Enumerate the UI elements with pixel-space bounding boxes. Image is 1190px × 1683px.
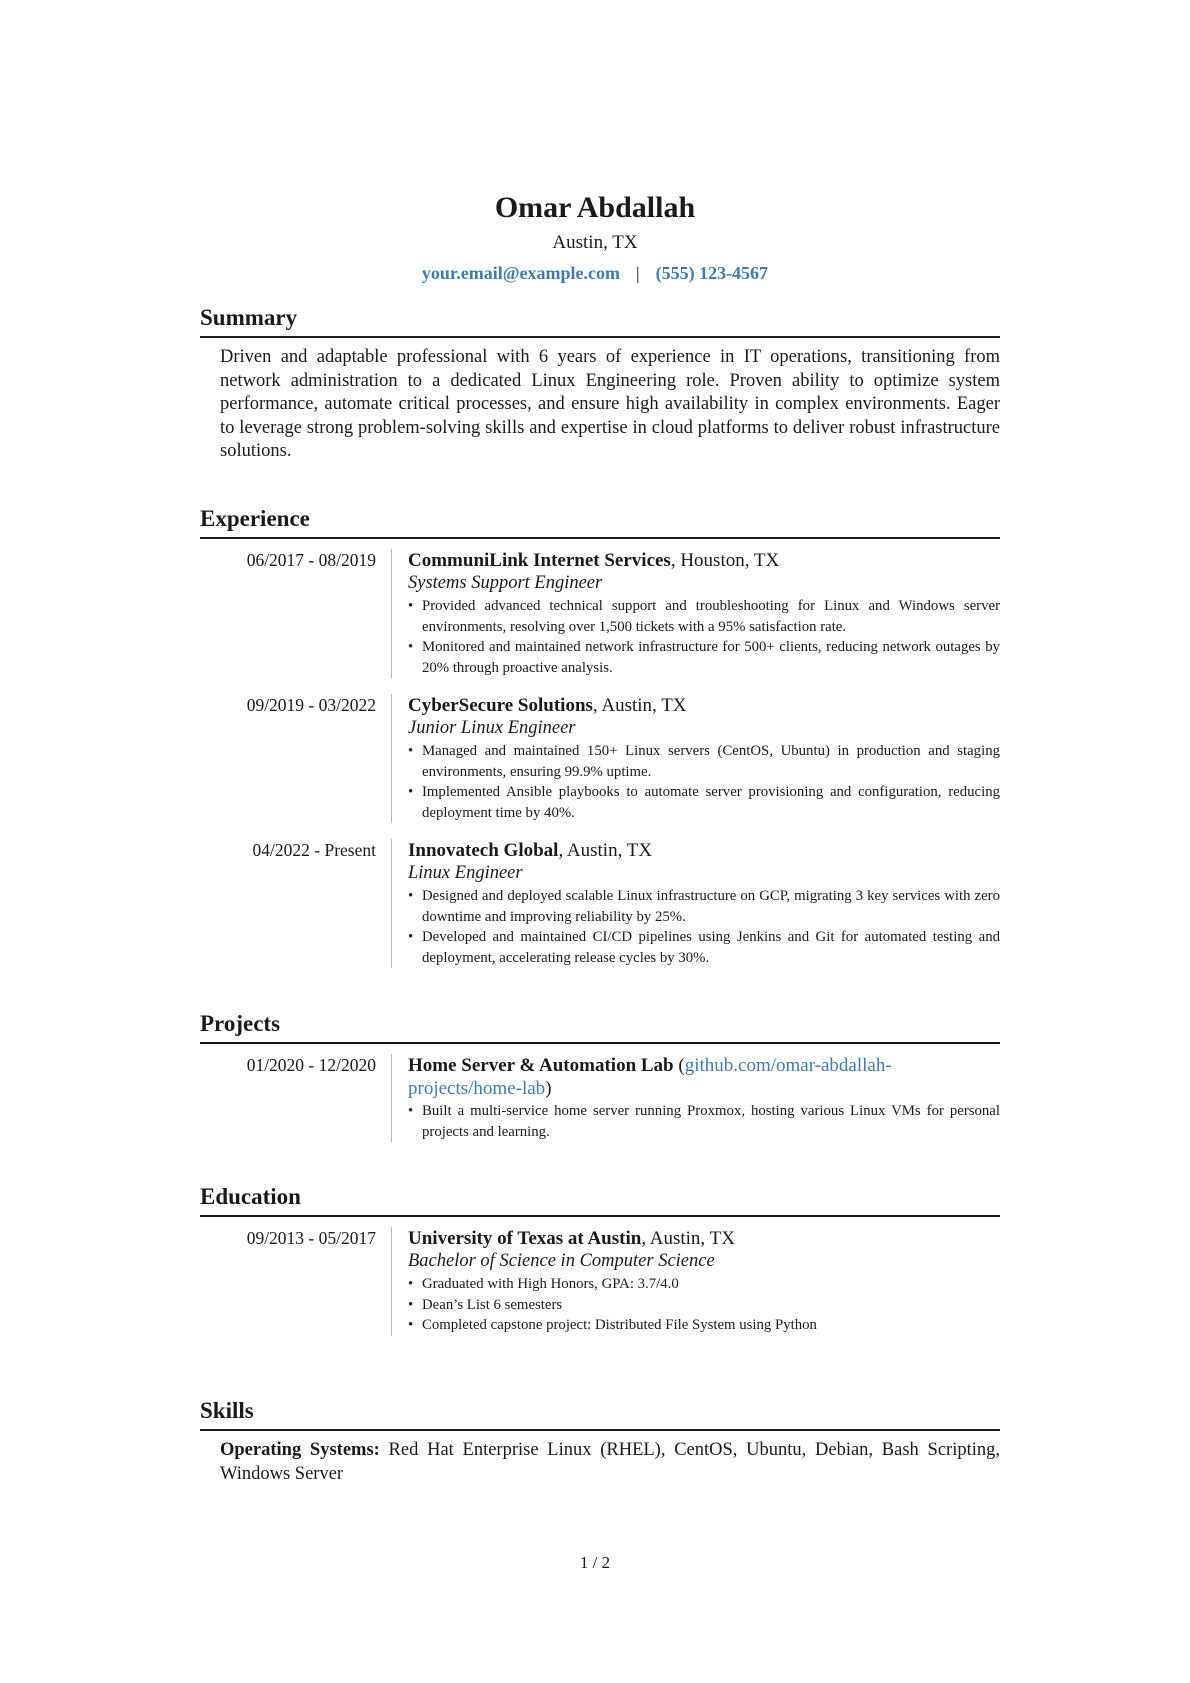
entry-organization: CommuniLink Internet Services	[408, 550, 671, 571]
bullet-item: • Graduated with High Honors, GPA: 3.7/4.0	[408, 1274, 1000, 1295]
education-section	[200, 1183, 1000, 1336]
entry-bullets	[408, 741, 1000, 823]
bullet-item: • Completed capstone project: Distributed File System using Python	[408, 1315, 1000, 1336]
skills-list: Red Hat Enterprise Linux (RHEL), CentOS, Ubuntu, Debian, Bash Scripting, Windows Server	[220, 1440, 1000, 1484]
close-paren: )	[545, 1078, 552, 1099]
bullet-item: • Designed and deployed scalable Linux infrastructure on GCP, migrating 3 key services with zero downtime and improving reliability by 25%.	[408, 886, 1000, 927]
entry-bullets	[408, 596, 1000, 678]
bullet-item: • Built a multi-service home server running Proxmox, hosting various Linux VMs for personal projects and learning.	[408, 1101, 1000, 1142]
page-number: 1 / 2	[579, 1553, 611, 1572]
entry-organization: CyberSecure Solutions	[408, 695, 593, 716]
projects-section	[200, 1010, 1000, 1142]
skills-label: Operating Systems:	[220, 1440, 380, 1460]
entry-role: Junior Linux Engineer	[408, 718, 576, 738]
entry-dates: 04/2022 - Present	[252, 840, 376, 860]
education-heading: Education	[200, 1183, 1000, 1217]
education-entry	[200, 1227, 1000, 1336]
entry-title-line	[408, 1054, 1000, 1100]
entry-location: , Austin, TX	[558, 840, 653, 861]
experience-entry	[200, 549, 1000, 678]
entry-bullets	[408, 1274, 1000, 1336]
entry-title-line	[408, 839, 1000, 862]
experience-heading: Experience	[200, 505, 1000, 539]
entry-body	[391, 694, 1000, 823]
experience-entry	[200, 839, 1000, 968]
candidate-location: Austin, TX	[552, 232, 638, 253]
skills-line	[220, 1439, 1000, 1486]
bullet-item: • Dean’s List 6 semesters	[408, 1295, 1000, 1316]
bullet-item: • Managed and maintained 150+ Linux servers (CentOS, Ubuntu) in production and staging environments, ensuring 99.9% uptime.	[408, 741, 1000, 782]
entry-role: Linux Engineer	[408, 863, 523, 883]
bullet-item: • Monitored and maintained network infrastructure for 500+ clients, reducing network outages by 20% through proactive analysis.	[408, 637, 1000, 678]
entry-title-line	[408, 549, 1000, 572]
entry-location: , Austin, TX	[641, 1228, 735, 1249]
entry-body	[391, 1054, 1000, 1142]
experience-entry	[200, 694, 1000, 823]
bullet-item: • Developed and maintained CI/CD pipelines using Jenkins and Git for automated testing and deployment, accelerating release cycles by 30%.	[408, 927, 1000, 968]
entry-location: , Austin, TX	[592, 695, 687, 716]
entry-bullets	[408, 1101, 1000, 1142]
email-link[interactable]: your.email@example.com	[421, 263, 620, 283]
entry-dates: 06/2017 - 08/2019	[246, 550, 376, 570]
phone-link[interactable]: (555) 123-4567	[655, 263, 769, 283]
contact-separator: |	[635, 263, 640, 283]
candidate-name: Omar Abdallah	[494, 191, 696, 224]
open-paren: (	[673, 1055, 685, 1076]
entry-organization: University of Texas at Austin	[408, 1228, 642, 1249]
contact-line	[0, 260, 1190, 286]
summary-text: Driven and adaptable professional with 6 years of experience in IT operations, transitioning from network administration to a dedicated Linux Engineering role. Proven ability to optimize system performance, automate critical processes, and ensure high availability in complex environments. Eager to leverage strong problem-solving skills and expertise in cloud platforms to deliver robust infrastructure solutions.	[220, 347, 1000, 461]
entry-location: , Houston, TX	[670, 550, 780, 571]
project-link[interactable]: github.com/omar-abdallah-projects/home-lab	[408, 1055, 892, 1099]
entry-role: Systems Support Engineer	[408, 573, 603, 593]
entry-title-line	[408, 1227, 1000, 1250]
summary-heading: Summary	[200, 304, 1000, 338]
experience-section	[200, 505, 1000, 968]
entry-dates: 09/2019 - 03/2022	[246, 695, 376, 715]
entry-degree: Bachelor of Science in Computer Science	[408, 1251, 715, 1271]
project-entry	[200, 1054, 1000, 1142]
projects-heading: Projects	[200, 1010, 1000, 1044]
project-name: Home Server & Automation Lab	[408, 1055, 674, 1076]
entry-title-line	[408, 694, 1000, 717]
skills-heading: Skills	[200, 1397, 1000, 1431]
summary-section	[200, 304, 1000, 464]
entry-body	[391, 549, 1000, 678]
entry-body	[391, 839, 1000, 968]
entry-body	[391, 1227, 1000, 1336]
entry-dates: 01/2020 - 12/2020	[246, 1055, 376, 1075]
skills-section	[200, 1397, 1000, 1486]
entry-bullets	[408, 886, 1000, 968]
resume-header	[0, 190, 1190, 286]
entry-dates: 09/2013 - 05/2017	[246, 1228, 376, 1248]
bullet-item: • Provided advanced technical support and troubleshooting for Linux and Windows server environments, resolving over 1,500 tickets with a 95% satisfaction rate.	[408, 596, 1000, 637]
bullet-item: • Implemented Ansible playbooks to automate server provisioning and configuration, reducing deployment time by 40%.	[408, 782, 1000, 823]
entry-organization: Innovatech Global	[408, 840, 559, 861]
